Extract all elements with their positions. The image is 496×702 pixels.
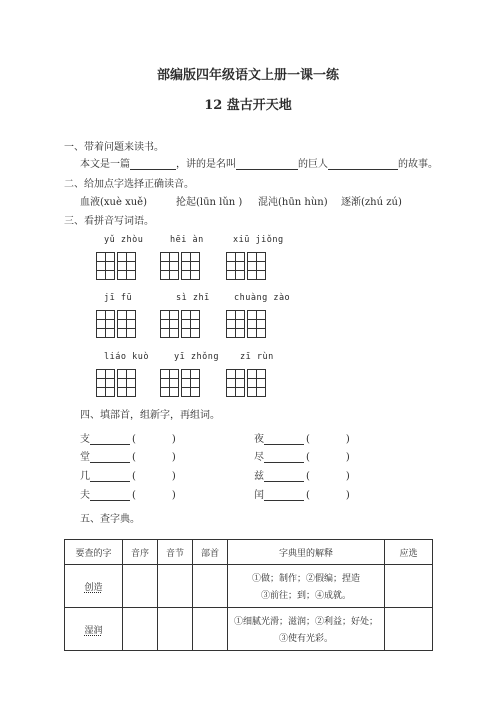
column-header: 要查的字 bbox=[65, 540, 123, 565]
answer-blank[interactable] bbox=[130, 159, 176, 170]
writing-grid[interactable] bbox=[96, 369, 138, 399]
answer-blank[interactable] bbox=[328, 159, 398, 170]
reading-item: 混沌(hūn hùn) bbox=[258, 197, 328, 208]
column-header: 字典里的解释 bbox=[228, 540, 385, 565]
column-header: 音节 bbox=[158, 540, 193, 565]
answer-blank[interactable] bbox=[90, 434, 130, 445]
answer-cell[interactable] bbox=[123, 608, 158, 651]
reading-item: 血液(xuè xuě) bbox=[80, 197, 147, 208]
writing-grid[interactable] bbox=[226, 252, 268, 282]
definition-cell: ①做；制作；②假编；捏造 ③前往；到；④成就。 bbox=[228, 565, 385, 608]
answer-blank[interactable] bbox=[90, 490, 130, 501]
answer-blank[interactable] bbox=[90, 471, 130, 482]
table-row bbox=[65, 565, 433, 608]
reading-item: 抡起(lūn lǔn ) bbox=[176, 197, 243, 208]
answer-blank[interactable] bbox=[264, 471, 304, 482]
radical-row: 兹 ( ) bbox=[254, 471, 350, 482]
answer-cell[interactable] bbox=[158, 565, 193, 608]
dictionary-table bbox=[64, 539, 433, 651]
reading-item: 逐渐(zhú zú) bbox=[341, 197, 402, 208]
writing-grid[interactable] bbox=[160, 252, 202, 282]
radical-row: 夫 ( ) bbox=[80, 490, 176, 501]
pinyin-label: yǔ zhòu bbox=[104, 235, 144, 245]
definition-cell: ①细腻光滑；滋润；②利益；好处； ③使有光彩。 bbox=[228, 608, 385, 651]
table-row bbox=[65, 608, 433, 651]
pinyin-label: yī zhǒng bbox=[174, 352, 219, 362]
radical-row: 尽 ( ) bbox=[254, 452, 350, 463]
radical-row: 几 ( ) bbox=[80, 471, 176, 482]
section4-heading: 四、填部首，组新字，再组词。 bbox=[80, 410, 220, 421]
pinyin-label: jī fū bbox=[104, 293, 133, 303]
pinyin-label: chuàng zào bbox=[234, 293, 291, 303]
lesson-title: 12 盘古开天地 bbox=[204, 98, 292, 113]
answer-blank[interactable] bbox=[236, 159, 298, 170]
radical-row: 堂 ( ) bbox=[80, 452, 176, 463]
pinyin-label: zī rùn bbox=[240, 352, 274, 362]
writing-grid[interactable] bbox=[226, 369, 268, 399]
writing-grid[interactable] bbox=[96, 310, 138, 340]
column-header: 部首 bbox=[193, 540, 228, 565]
answer-blank[interactable] bbox=[264, 452, 304, 463]
pinyin-label: hēi àn bbox=[170, 235, 204, 245]
pinyin-label: liáo kuò bbox=[104, 352, 149, 362]
writing-grid[interactable] bbox=[160, 310, 202, 340]
answer-cell[interactable] bbox=[385, 565, 433, 608]
page-title: 部编版四年级语文上册一课一练 bbox=[156, 68, 339, 83]
radical-row: 支 ( ) bbox=[80, 434, 176, 445]
answer-cell[interactable] bbox=[193, 608, 228, 651]
column-header: 应选 bbox=[385, 540, 433, 565]
writing-grid[interactable] bbox=[96, 252, 138, 282]
answer-cell[interactable] bbox=[193, 565, 228, 608]
answer-blank[interactable] bbox=[90, 452, 130, 463]
writing-grid[interactable] bbox=[226, 310, 268, 340]
column-header: 音序 bbox=[123, 540, 158, 565]
pinyin-label: xiū jiǒng bbox=[233, 235, 284, 245]
section1-sentence: 本文是一篇 ，讲的是名叫 的巨人 的故事。 bbox=[80, 159, 438, 170]
pinyin-label: sì zhī bbox=[176, 293, 210, 303]
answer-blank[interactable] bbox=[264, 490, 304, 501]
lookup-word: 湿润 bbox=[65, 608, 123, 651]
answer-cell[interactable] bbox=[123, 565, 158, 608]
writing-grid[interactable] bbox=[160, 369, 202, 399]
lookup-word: 创造 bbox=[65, 565, 123, 608]
answer-blank[interactable] bbox=[264, 434, 304, 445]
section2-heading: 二、给加点字选择正确读音。 bbox=[64, 179, 194, 190]
section3-heading: 三、看拼音写词语。 bbox=[64, 216, 154, 227]
table-header-row bbox=[65, 540, 433, 565]
radical-row: 夜 ( ) bbox=[254, 434, 350, 445]
radical-row: 闰 ( ) bbox=[254, 490, 350, 501]
answer-cell[interactable] bbox=[158, 608, 193, 651]
section5-heading: 五、查字典。 bbox=[80, 514, 140, 525]
section1-heading: 一、带着问题来读书。 bbox=[64, 142, 164, 153]
answer-cell[interactable] bbox=[385, 608, 433, 651]
